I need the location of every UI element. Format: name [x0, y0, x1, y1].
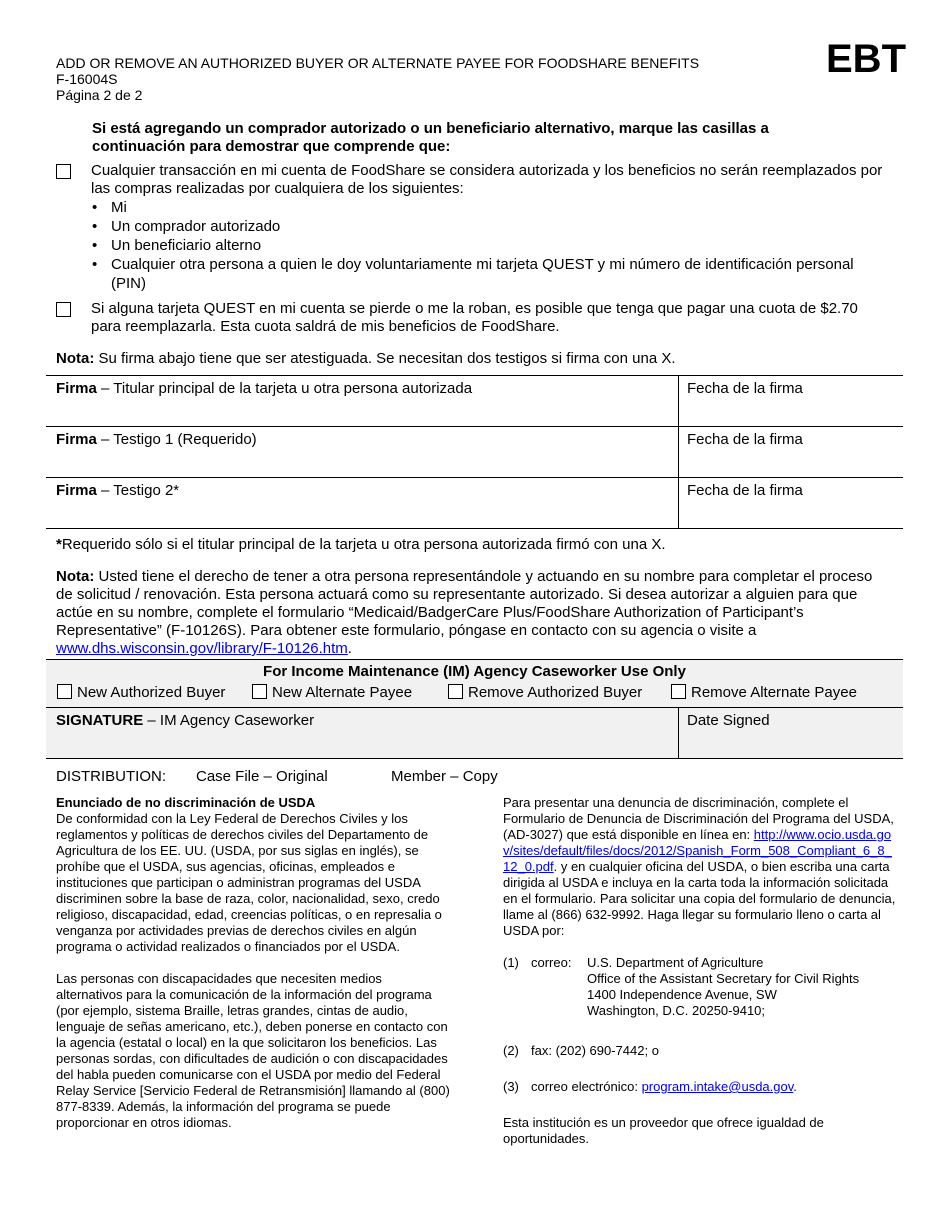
date-label: Fecha de la firma	[687, 380, 803, 397]
authorized-list	[92, 198, 892, 293]
list-item: • Un comprador autorizado	[92, 217, 892, 236]
caseworker-date-field[interactable]	[678, 708, 778, 758]
distribution-item: Case File – Original	[196, 768, 328, 785]
option-label: New Alternate Payee	[272, 684, 413, 701]
note-label: Nota:	[56, 568, 95, 585]
footnote-star: *	[56, 536, 62, 553]
option-number: (1)	[503, 955, 519, 970]
distribution-item: Member – Copy	[391, 768, 498, 785]
footnote-text: Requerido sólo si el titular principal de la tarjeta u otra persona autorizada firmó con una X.	[61, 536, 666, 553]
signature-label: SIGNATURE	[56, 712, 144, 729]
list-item: • Mi	[92, 198, 892, 217]
intro-instruction: Si está agregando un comprador autorizado o un beneficiario alternativo, marque las casillas a continuación para demostrar que comprende que:	[92, 120, 769, 155]
complaint-instructions	[503, 795, 898, 1163]
checkbox[interactable]	[448, 684, 463, 699]
option-number: (3)	[503, 1079, 519, 1094]
representative-form-link[interactable]: www.dhs.wisconsin.gov/library/F-10126.htm	[56, 640, 348, 657]
complaint-paragraph	[503, 795, 898, 939]
email-end: .	[793, 1079, 797, 1094]
statement-paragraph: De conformidad con la Ley Federal de Derechos Civiles y los reglamentos y políticas de derechos civiles del Departamento de Agricultura de los EE. UU. (USDA, por sus siglas en inglés), se prohíbe que el USDA, sus agencias, oficinas, empleados e instituciones que participan o administran programas del USDA discriminen sobre la base de raza, color, nacionalidad, sexo, credo religioso, discapacidad, edad, creencias políticas, o en represalia o venganza por actividades previas de derechos civiles en algún programa o actividad realizados o financiados por el USDA.	[56, 811, 442, 954]
option-label: Remove Alternate Payee	[691, 684, 857, 701]
statement-title: Enunciado de no discriminación de USDA	[56, 795, 316, 810]
email-option	[503, 1079, 898, 1095]
date-label: Fecha de la firma	[687, 431, 803, 448]
list-item: • Un beneficiario alterno	[92, 236, 892, 255]
statement-paragraph: Las personas con discapacidades que necesiten medios alternativos para la comunicación de la información del programa (por ejemplo, sistema Braille, letras grandes, cintas de audio, lenguaje de señas americano, etc.), deben ponerse en contacto con la agencia (estatal o local) en la que solicitaron los beneficios. Las personas sordas, con dificultades de audición o con discapacidades del habla pueden comunicarse con el USDA por medio del Federal Relay Service [Servicio Federal de Retransmisión] llamando al (800) 877-8339. Además, la información del programa se puede proporcionar en otros idiomas.	[56, 971, 450, 1130]
signature-date-field[interactable]	[678, 478, 903, 528]
complaint-text: . y en cualquier oficina del USDA, o bien escriba una carta dirigida al USDA e incluya en la carta toda la información solicitada en el formulario. Para solicitar una copia del formulario de denuncia, llame al (866) 632-9992. Haga llegar su formulario lleno o carta al USDA por:	[503, 859, 896, 938]
mail-option	[503, 955, 898, 1019]
signature-label: Firma	[56, 482, 97, 499]
representative-note	[56, 568, 891, 658]
nondiscrimination-statement	[56, 795, 451, 1147]
acknowledgement-2-checkbox[interactable]	[56, 302, 71, 317]
mail-line: U.S. Department of Agriculture	[587, 955, 764, 970]
email-label: correo electrónico:	[531, 1079, 642, 1094]
mail-line: 1400 Independence Avenue, SW	[587, 987, 777, 1002]
caseworker-signature-row[interactable]	[46, 708, 903, 758]
caseworker-title: For Income Maintenance (IM) Agency Caseworker Use Only	[263, 663, 686, 680]
mail-line: Office of the Assistant Secretary for Civil Rights	[587, 971, 860, 986]
fax-text: fax: (202) 690-7442; o	[531, 1043, 659, 1058]
date-label: Date Signed	[687, 712, 770, 729]
option-label: Remove Authorized Buyer	[468, 684, 643, 701]
form-number: F-16004S	[56, 71, 118, 87]
signature-date-field[interactable]	[678, 427, 903, 477]
signature-row-cardholder[interactable]	[46, 376, 903, 427]
complaint-form-link[interactable]: http://www.ocio.usda.gov/sites/default/files/docs/2012/Spanish_Form_508_Compliant_6_8_12_0.pdf	[503, 827, 892, 874]
mail-label: correo:	[531, 955, 572, 970]
signature-date-field[interactable]	[678, 376, 903, 426]
option-remove-alternate-payee[interactable]	[671, 684, 857, 702]
mail-line: Washington, D.C. 20250-9410;	[587, 1003, 766, 1018]
caseworker-options	[46, 682, 903, 708]
option-remove-authorized-buyer[interactable]	[448, 684, 642, 702]
signature-row-witness-1[interactable]	[46, 427, 903, 478]
fax-option	[503, 1043, 898, 1059]
option-new-authorized-buyer[interactable]	[57, 684, 225, 702]
distribution-line	[56, 768, 498, 786]
note-text: Su firma abajo tiene que ser atestiguada. Se necesitan dos testigos si firma con una X.	[94, 350, 676, 367]
option-new-alternate-payee[interactable]	[252, 684, 412, 702]
list-item: • Cualquier otra persona a quien le doy voluntariamente mi tarjeta QUEST y mi número de identificación personal (PIN)	[92, 255, 892, 293]
acknowledgement-1-text: Cualquier transacción en mi cuenta de FoodShare se considera autorizada y los beneficios no serán reemplazados por las compras realizadas por cualquiera de los siguientes:	[91, 162, 883, 197]
signature-role: – Testigo 1 (Requerido)	[96, 431, 257, 448]
date-label: Fecha de la firma	[687, 482, 803, 499]
witness-note	[56, 350, 886, 368]
checkbox[interactable]	[252, 684, 267, 699]
form-header	[56, 55, 699, 103]
acknowledgement-2-text: Si alguna tarjeta QUEST en mi cuenta se pierde o me la roban, es posible que tenga que pagar una cuota de $2.70 para reemplazarla. Esta cuota saldrá de mis beneficios de FoodShare.	[91, 300, 858, 335]
signature-role: – Titular principal de la tarjeta u otra persona autorizada	[96, 380, 473, 397]
signature-label: Firma	[56, 431, 97, 448]
acknowledgement-1-checkbox[interactable]	[56, 164, 71, 179]
option-label: New Authorized Buyer	[77, 684, 226, 701]
signature-role: – IM Agency Caseworker	[143, 712, 315, 729]
signature-table	[46, 375, 903, 529]
witness-footnote	[56, 536, 886, 554]
distribution-label: DISTRIBUTION:	[56, 768, 167, 785]
checkbox[interactable]	[671, 684, 686, 699]
page-number: Página 2 de 2	[56, 87, 143, 103]
signature-role: – Testigo 2*	[96, 482, 180, 499]
signature-label: Firma	[56, 380, 97, 397]
form-title: ADD OR REMOVE AN AUTHORIZED BUYER OR ALTERNATE PAYEE FOR FOODSHARE BENEFITS	[56, 55, 700, 71]
note-label: Nota:	[56, 350, 95, 367]
option-number: (2)	[503, 1043, 519, 1058]
signature-row-witness-2[interactable]	[46, 478, 903, 529]
note-end: .	[347, 640, 352, 657]
note-text: Usted tiene el derecho de tener a otra persona representándole y actuando en su nombre para completar el proceso de solicitud / renovación. Esta persona actuará como su representante autorizado. Si desea autorizar a alguien para que actúe en su nombre, complete el formulario “Medicaid/BadgerCare Plus/FoodShare Authorization of Participant’s Representative” (F-10126S). Para obtener este formulario, póngase en contacto con su agencia o visite a	[56, 568, 873, 639]
checkbox[interactable]	[57, 684, 72, 699]
caseworker-section	[46, 659, 903, 759]
equal-opportunity-statement: Esta institución es un proveedor que ofrece igualdad de oportunidades.	[503, 1115, 824, 1146]
email-link[interactable]: program.intake@usda.gov	[641, 1079, 794, 1094]
ebt-badge: EBT	[826, 37, 906, 81]
complaint-text: Para presentar una denuncia de discriminación, complete el Formulario de Denuncia de Discriminación del Programa del USDA, (AD-3027) que está disponible en línea en:	[503, 795, 894, 842]
